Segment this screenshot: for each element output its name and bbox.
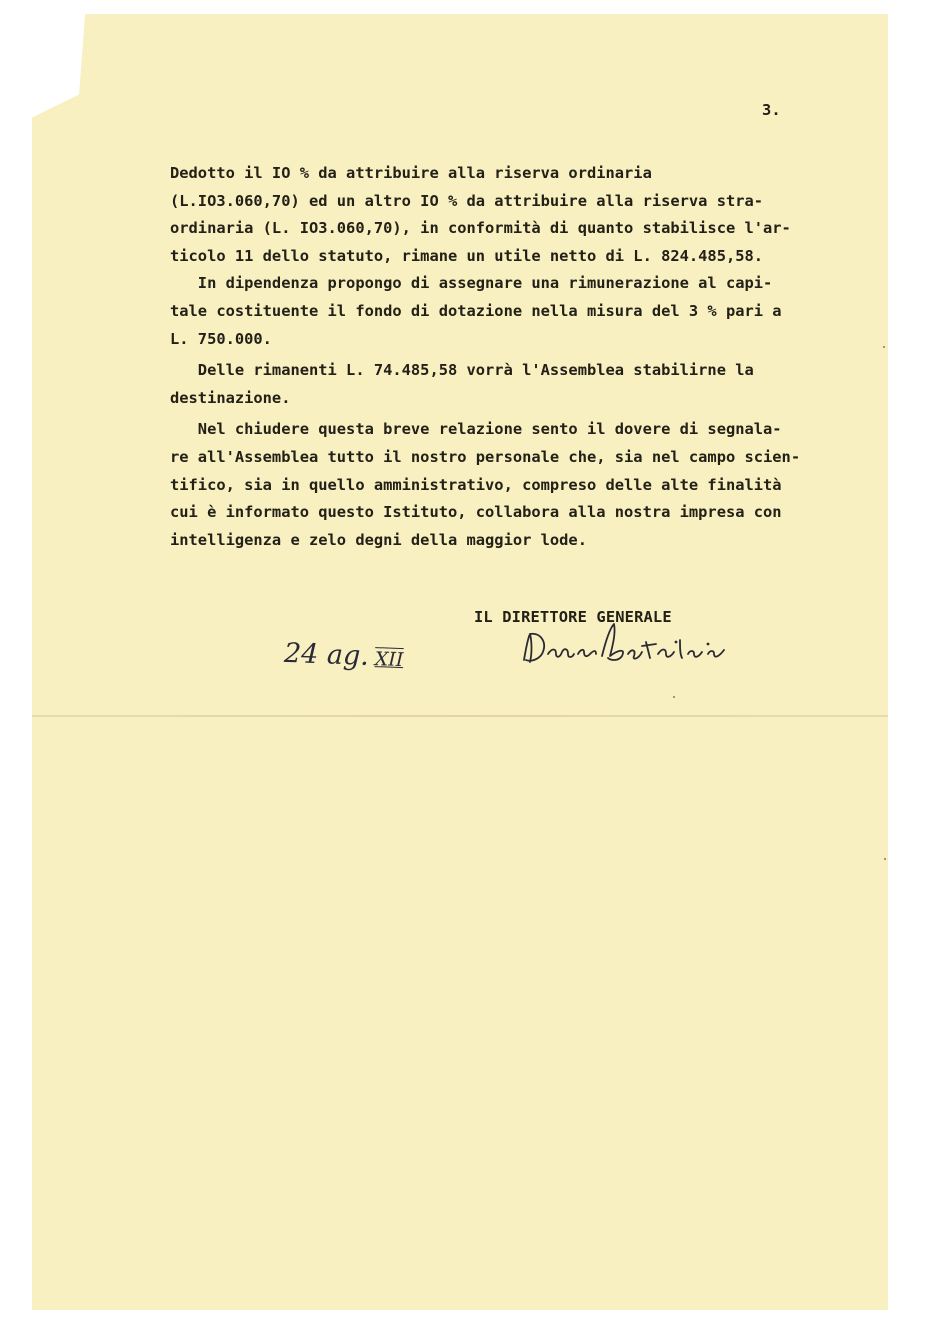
body-line: ordinaria (L. IO3.060,70), in conformità di quanto stabilisce l'ar- [170, 219, 791, 238]
paper-fold-crease [32, 715, 888, 717]
body-line: tale costituente il fondo di dotazione nella misura del 3 % pari a [170, 301, 782, 320]
body-line: Dedotto il IO % da attribuire alla riserva ordinaria [170, 164, 652, 182]
body-line: Nel chiudere questa breve relazione sento il dovere di segnala- [170, 420, 782, 439]
handwritten-date [283, 638, 403, 673]
body-line: tifico, sia in quello amministrativo, compreso delle alte finalità [170, 475, 782, 494]
paper-speck [883, 346, 885, 348]
body-line: ticolo 11 dello statuto, rimane un utile netto di L. 824.485,58. [170, 246, 764, 265]
body-line: re all'Assemblea tutto il nostro personale che, sia nel campo scien- [170, 447, 801, 466]
body-line: In dipendenza propongo di assegnare una rimunerazione al capi- [170, 274, 773, 293]
paper-speck [884, 858, 886, 860]
body-line: cui è informato questo Istituto, collabora alla nostra impresa con [170, 503, 782, 522]
letter-body [170, 160, 870, 554]
body-line: intelligenza e zelo degni della maggior lode. [170, 530, 587, 549]
page-number: 3. [762, 101, 781, 119]
body-line: L. 750.000. [170, 329, 272, 348]
handwritten-date-day-month: 24 ag. [283, 637, 370, 672]
body-line: Delle rimanenti L. 74.485,58 vorrà l'Assemblea stabilirne la [170, 361, 754, 380]
signature-title: IL DIRETTORE GENERALE [474, 608, 672, 626]
paper-speck [673, 696, 675, 698]
handwritten-date-year: XII [374, 648, 404, 672]
body-line: destinazione. [170, 388, 291, 407]
body-line: (L.IO3.060,70) ed un altro IO % da attribuire alla riserva stra- [170, 191, 764, 210]
handwritten-signature [518, 620, 748, 670]
